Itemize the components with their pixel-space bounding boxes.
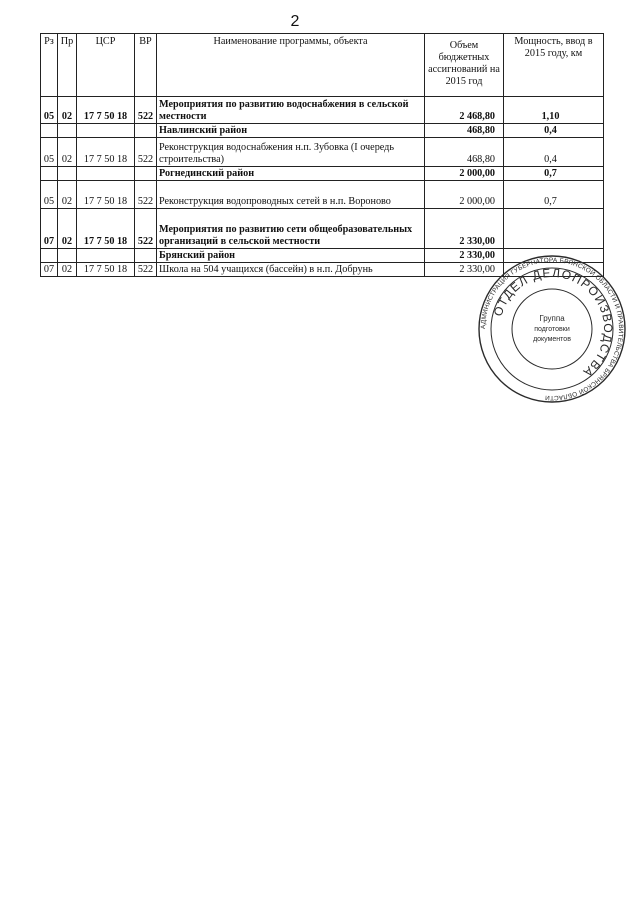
cell-vr: 522 [135,263,157,277]
cell-name: Брянский район [157,249,425,263]
cell-pr: 02 [58,97,77,124]
table-header-row [41,34,604,97]
cell-csr: 17 7 50 18 [77,209,135,249]
cell-pr: 02 [58,181,77,209]
cell-capacity: 0,7 [504,181,604,209]
cell-pr: 02 [58,138,77,167]
header-pr: Пр [58,34,77,97]
stamp-center-line-2: подготовки [534,326,570,333]
cell-csr [77,249,135,263]
cell-vr: 522 [135,181,157,209]
table-row [41,97,604,124]
table-row [41,181,604,209]
cell-budget: 2 000,00 [425,181,504,209]
cell-csr: 17 7 50 18 [77,263,135,277]
cell-rz [41,249,58,263]
cell-name: Мероприятия по развитию водоснабжения в сельской местности [157,97,425,124]
cell-name: Реконструкция водопроводных сетей в н.п. Вороново [157,181,425,209]
cell-capacity: 0,4 [504,138,604,167]
cell-csr: 17 7 50 18 [77,181,135,209]
cell-vr: 522 [135,209,157,249]
cell-capacity: 0,4 [504,124,604,138]
office-stamp [477,254,627,404]
cell-pr: 02 [58,209,77,249]
cell-budget: 2 000,00 [425,167,504,181]
cell-csr [77,124,135,138]
cell-pr [58,249,77,263]
cell-name: Навлинский район [157,124,425,138]
cell-name: Реконструкция водоснабжения н.п. Зубовка (I очередь строительства) [157,138,425,167]
cell-capacity [504,209,604,249]
cell-rz [41,124,58,138]
page-number: 2 [290,13,300,30]
header-csr: ЦСР [77,34,135,97]
cell-vr [135,167,157,181]
cell-rz [41,167,58,181]
cell-csr: 17 7 50 18 [77,97,135,124]
cell-capacity: 0,7 [504,167,604,181]
cell-vr [135,249,157,263]
svg-text:ОТДЕЛ ДЕЛОПРОИЗВОДСТВА [491,266,615,380]
cell-budget: 468,80 [425,124,504,138]
cell-budget: 2 330,00 [425,209,504,249]
budget-table [40,33,604,277]
cell-vr [135,124,157,138]
cell-capacity: 1,10 [504,97,604,124]
cell-pr [58,124,77,138]
table-row [41,138,604,167]
header-budget: Объем бюджетных ассигнований на 2015 год [425,34,504,97]
cell-budget: 468,80 [425,138,504,167]
table-row [41,124,604,138]
stamp-ring-text: АДМИНИСТРАЦИЯ ГУБЕРНАТОРА БРЯНСКОЙ ОБЛАСТИ И ПРАВИТЕЛЬСТВА БРЯНСКОЙ ОБЛАСТИ [479,256,625,402]
header-rz: Рз [41,34,58,97]
cell-vr: 522 [135,138,157,167]
cell-name: Рогнединский район [157,167,425,181]
stamp-center-line-3: документов [533,336,571,343]
stamp-center-line-1: Группа [539,314,565,323]
cell-budget: 2 468,80 [425,97,504,124]
cell-vr: 522 [135,97,157,124]
header-vr: ВР [135,34,157,97]
cell-budget: 2 330,00 [425,249,504,263]
header-capacity: Мощность, ввод в 2015 году, км [504,34,604,97]
cell-name: Мероприятия по развитию сети общеобразовательных организаций в сельской местности [157,209,425,249]
stamp-arc-text: ОТДЕЛ ДЕЛОПРОИЗВОДСТВА [490,265,616,381]
cell-rz: 05 [41,138,58,167]
cell-budget: 2 330,00 [425,263,504,277]
table-row [41,209,604,249]
header-name: Наименование программы, объекта [157,34,425,97]
cell-rz: 05 [41,97,58,124]
cell-csr [77,167,135,181]
cell-pr [58,167,77,181]
cell-rz: 05 [41,181,58,209]
cell-rz: 07 [41,209,58,249]
cell-csr: 17 7 50 18 [77,138,135,167]
cell-rz: 07 [41,263,58,277]
table-row [41,167,604,181]
cell-name: Школа на 504 учащихся (бассейн) в н.п. Добрунь [157,263,425,277]
cell-pr: 02 [58,263,77,277]
